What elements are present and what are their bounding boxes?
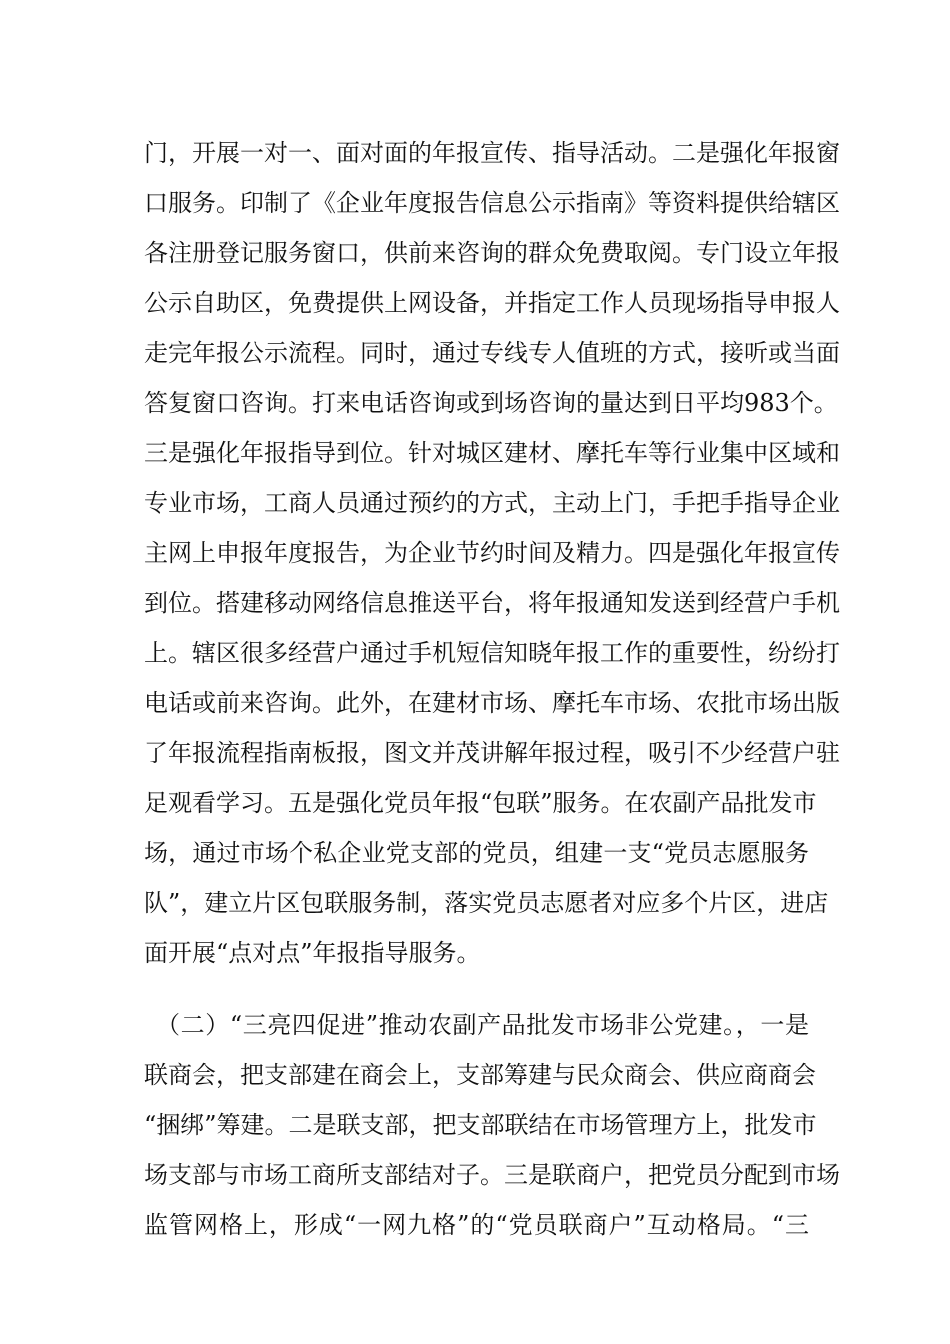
text-line: 电话或前来咨询。此外，在建材市场、摩托车市场、农批市场出版	[144, 689, 840, 717]
text-line: 场，通过市场个私企业党支部的党员，组建一支“党员志愿服务	[144, 839, 809, 867]
body-text	[144, 128, 840, 1250]
text-line: 各注册登记服务窗口，供前来咨询的群众免费取阅。专门设立年报	[144, 239, 840, 267]
text-line: 到位。搭建移动网络信息推送平台，将年报通知发送到经营户手机	[144, 589, 840, 617]
paragraph-1	[144, 128, 840, 978]
text-line: 足观看学习。五是强化党员年报“包联”服务。在农副产品批发市	[144, 789, 817, 817]
text-line: 面开展“点对点”年报指导服务。	[144, 939, 481, 967]
text-line: 场支部与市场工商所支部结对子。三是联商户，把党员分配到市场	[144, 1161, 840, 1189]
text-line: 主网上申报年度报告，为企业节约时间及精力。四是强化年报宣传	[144, 539, 840, 567]
text-line: 走完年报公示流程。同时，通过专线专人值班的方式，接听或当面	[144, 339, 840, 367]
text-line: 公示自助区，免费提供上网设备，并指定工作人员现场指导申报人	[144, 289, 840, 317]
text-line: 联商会，把支部建在商会上，支部筹建与民众商会、供应商商会	[144, 1061, 816, 1089]
text-line: 专业市场，工商人员通过预约的方式，主动上门，手把手指导企业	[144, 489, 840, 517]
text-line: 三是强化年报指导到位。针对城区建材、摩托车等行业集中区域和	[144, 439, 840, 467]
text-line: 监管网格上，形成“一网九格”的“党员联商户”互动格局。“三	[144, 1211, 809, 1239]
text-line: 队”，建立片区包联服务制，落实党员志愿者对应多个片区，进店	[144, 889, 829, 917]
text-line: 上。辖区很多经营户通过手机短信知晓年报工作的重要性，纷纷打	[144, 639, 840, 667]
text-line: 了年报流程指南板报，图文并茂讲解年报过程，吸引不少经营户驻	[144, 739, 840, 767]
text-line: 口服务。印制了《企业年度报告信息公示指南》等资料提供给辖区	[144, 189, 840, 217]
text-line: 答复窗口咨询。打来电话咨询或到场咨询的量达到日平均983个。	[144, 389, 838, 417]
text-line: “捆绑”筹建。二是联支部，把支部联结在市场管理方上，批发市	[144, 1111, 817, 1139]
paragraph-2	[144, 1000, 840, 1250]
text-line: （二）“三亮四促进”推动农副产品批发市场非公党建。，一是	[156, 1011, 809, 1039]
text-line: 门，开展一对一、面对面的年报宣传、指导活动。二是强化年报窗	[144, 139, 840, 167]
paragraph-spacer	[144, 978, 809, 1000]
